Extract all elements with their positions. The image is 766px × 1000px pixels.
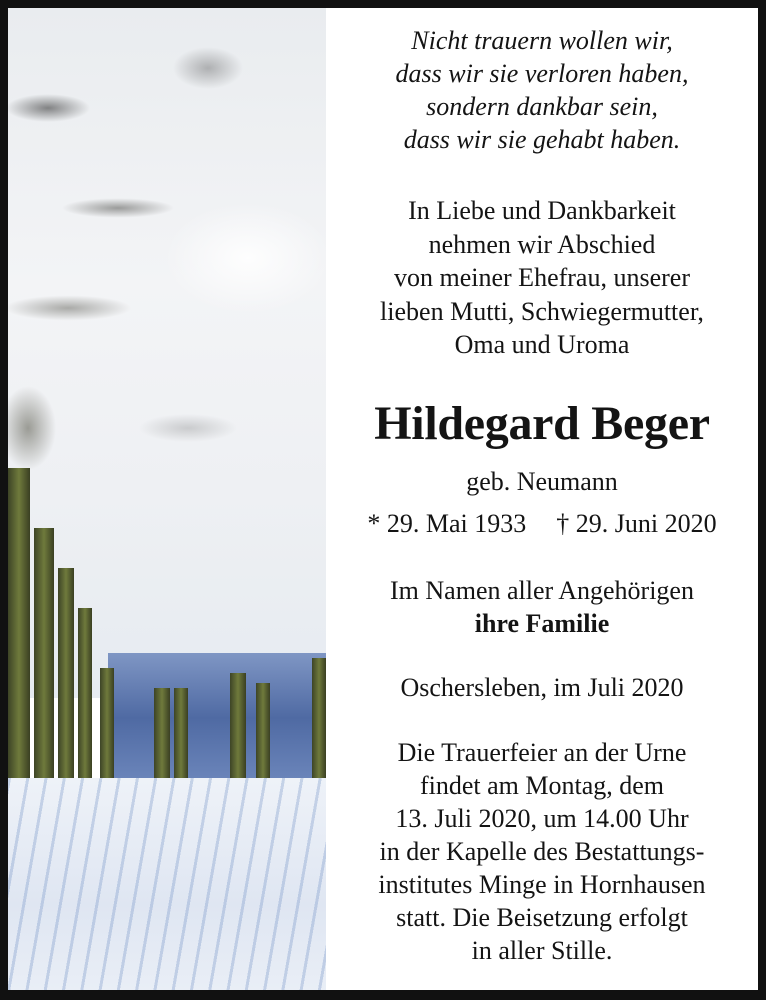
maiden-name: geb. Neumann: [466, 467, 618, 496]
place-date: Oschersleben, im Juli 2020: [400, 673, 684, 702]
poem-line: dass wir sie gehabt haben.: [403, 125, 681, 154]
tree-trunk: [78, 608, 92, 798]
winter-avenue-photo: [8, 8, 326, 990]
obituary-text: [326, 8, 758, 990]
poem-line: sondern dankbar sein,: [426, 92, 658, 121]
service-line: findet am Montag, dem: [419, 771, 665, 800]
tree-trunk: [312, 658, 326, 783]
poem-line: dass wir sie verloren haben,: [395, 59, 689, 88]
tree-trunk: [8, 468, 30, 808]
memorial-poem: [326, 24, 758, 156]
death-date: † 29. Juni 2020: [556, 509, 717, 538]
family-signature: [326, 574, 758, 640]
funeral-service-info: [326, 736, 758, 967]
service-line: Die Trauerfeier an der Urne: [397, 738, 687, 767]
family-intro: Im Namen aller Angehörigen: [390, 576, 694, 605]
farewell-line: nehmen wir Abschied: [428, 229, 656, 259]
tree-trunk: [34, 528, 54, 808]
frosted-canopy: [8, 8, 326, 698]
farewell-line: In Liebe und Dankbarkeit: [408, 196, 676, 225]
service-line: in aller Stille.: [471, 936, 613, 965]
blue-forest-backdrop: [108, 653, 326, 783]
deceased-name: Hildegard Beger: [374, 397, 710, 450]
birth-date: * 29. Mai 1933: [367, 509, 527, 538]
service-line: 13. Juli 2020, um 14.00 Uhr: [395, 804, 689, 833]
farewell-line: Oma und Uroma: [454, 330, 630, 359]
farewell-text: [326, 194, 758, 362]
family-name: ihre Familie: [474, 609, 610, 638]
service-line: in der Kapelle des Bestattungs-: [379, 837, 705, 866]
snowy-path: [8, 778, 326, 990]
service-line: institutes Minge in Hornhausen: [378, 870, 706, 899]
tree-trunk: [174, 688, 188, 788]
tree-trunk: [230, 673, 246, 788]
obituary-card: [8, 8, 758, 990]
farewell-line: lieben Mutti, Schwiegermutter,: [380, 296, 704, 326]
life-dates: [326, 508, 758, 540]
tree-trunk: [256, 683, 270, 783]
farewell-line: von meiner Ehefrau, unserer: [394, 263, 690, 292]
service-line: statt. Die Beisetzung erfolgt: [396, 903, 688, 932]
poem-line: Nicht trauern wollen wir,: [411, 26, 673, 55]
tree-trunk: [58, 568, 74, 808]
